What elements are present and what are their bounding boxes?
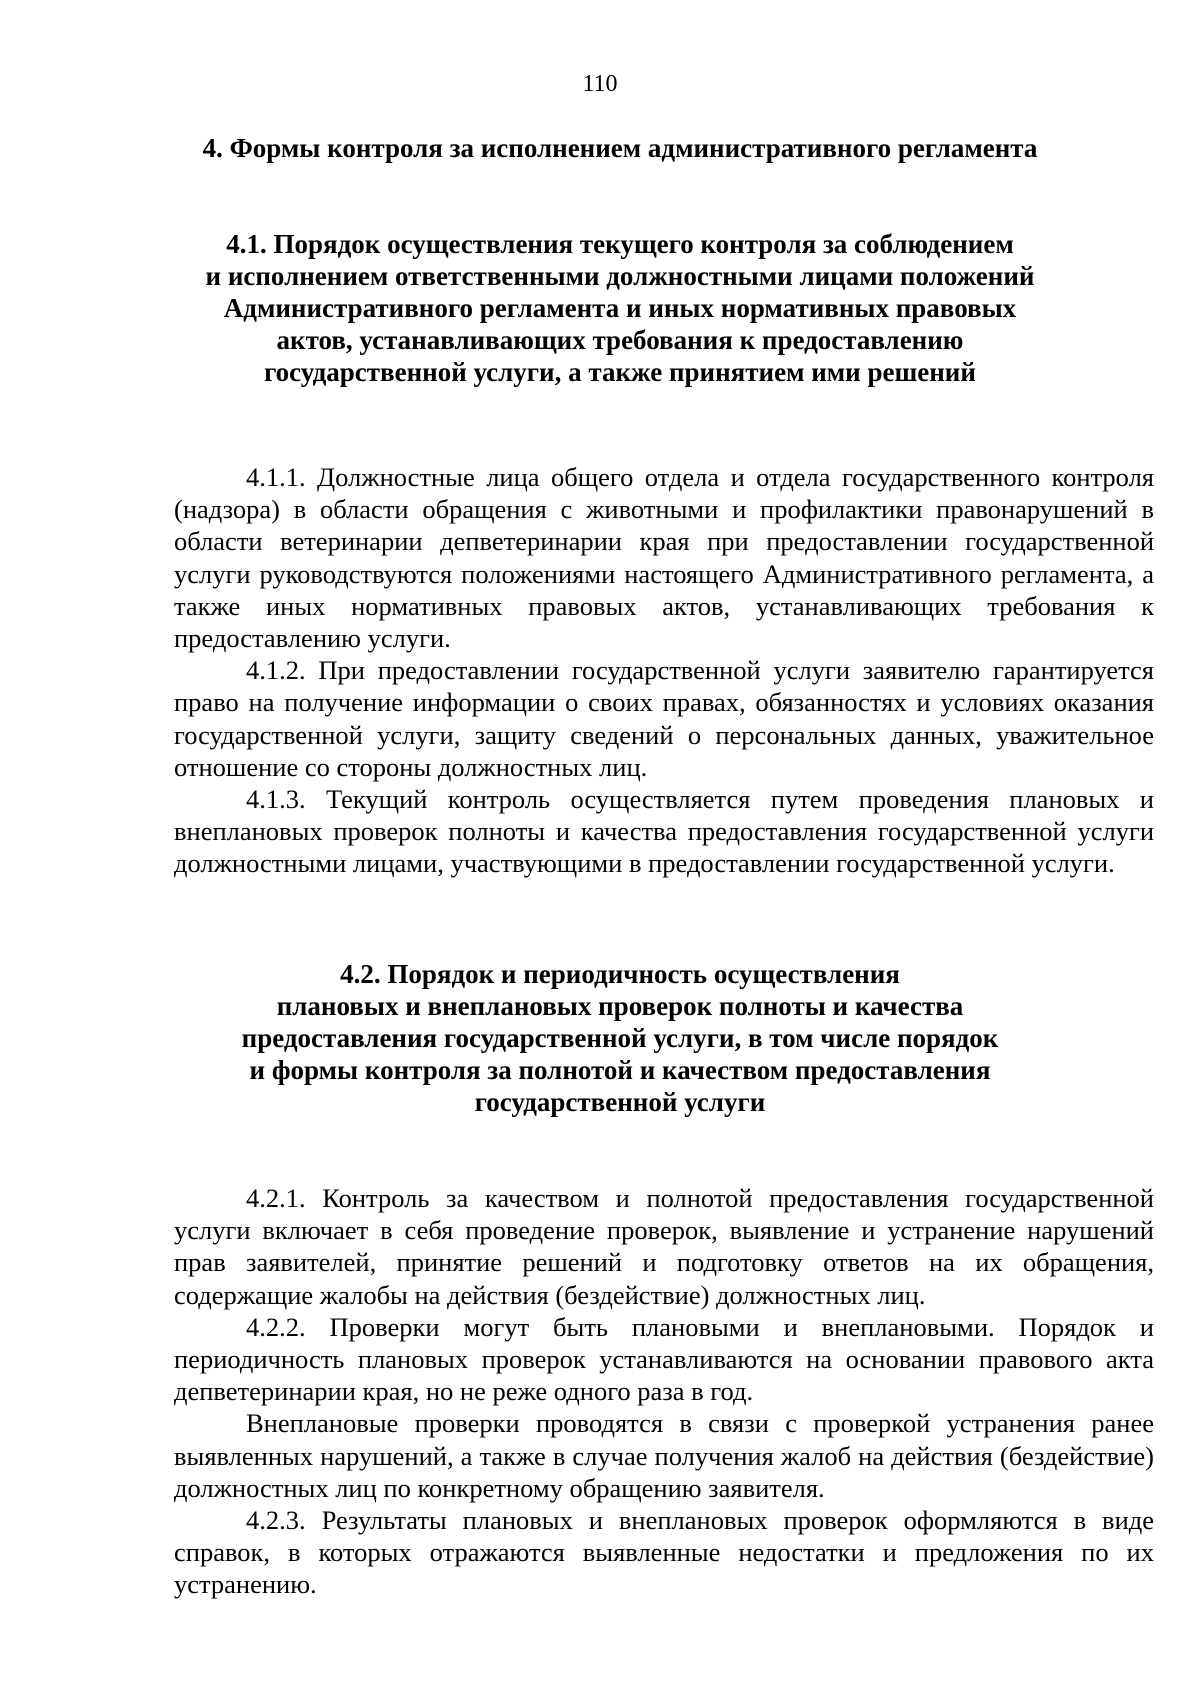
section-heading-4-1 — [170, 228, 1070, 388]
section-heading-line: государственной услуги, а также принятием ими решений — [264, 357, 976, 387]
section-heading-line: 4.2. Порядок и периодичность осуществления — [340, 959, 900, 989]
section-heading-line: предоставления государственной услуги, в том числе порядок — [241, 1023, 999, 1053]
section-body-4-2 — [174, 1182, 1154, 1601]
paragraph-4-2-2: 4.2.2. Проверки могут быть плановыми и внеплановыми. Порядок и периодичность плановых проверок устанавливаются на основании правового акта депветеринарии края, но не реже одного раза в год. — [174, 1311, 1154, 1407]
section-heading-line: и исполнением ответственными должностными лицами положений — [205, 261, 1035, 291]
section-heading-line: актов, устанавливающих требования к предоставлению — [276, 325, 964, 355]
section-heading-line: и формы контроля за полнотой и качеством предоставления — [249, 1055, 991, 1085]
section-heading-4-2 — [170, 958, 1070, 1118]
paragraph-4-2-3: 4.2.3. Результаты плановых и внеплановых проверок оформляются в виде справок, в которых отражаются выявленные недостатки и предложения по их устранению. — [174, 1505, 1154, 1600]
section-body-4-1 — [174, 461, 1154, 880]
section-heading-line: 4.1. Порядок осуществления текущего контроля за соблюдением — [226, 229, 1014, 259]
paragraph-4-2-1: 4.2.1. Контроль за качеством и полнотой предоставления государственной услуги включает в себя проведение проверок, выявление и устранение нарушений прав заявителей, принятие решений и подготовку ответов на их обращения, содержащие жалобы на действия (бездействие) должностных лиц. — [174, 1183, 1154, 1310]
section-heading-line: плановых и внеплановых проверок полноты и качества — [276, 991, 964, 1021]
section-heading-line: государственной услуги — [474, 1087, 766, 1117]
page-number: 110 — [582, 71, 618, 97]
chapter-heading: 4. Формы контроля за исполнением административного регламента — [202, 133, 1038, 163]
paragraph-4-1-2: 4.1.2. При предоставлении государственной услуги заявителю гарантируется право на получение информации о своих правах, обязанностях и условиях оказания государственной услуги, защиту сведений о персональных данных, уважительное отношение со стороны должностных лиц. — [174, 655, 1154, 782]
paragraph-4-1-1: 4.1.1. Должностные лица общего отдела и отдела государственного контроля (надзора) в области обращения с животными и профилактики правонарушений в области ветеринарии депветеринарии края при предоставлении государственной услуги руководствуются положениями настоящего Административного регламента, а также иных нормативных правовых актов, устанавливающих требования к предоставлению услуги. — [174, 462, 1154, 654]
paragraph-unscheduled-checks: Внеплановые проверки проводятся в связи с проверкой устранения ранее выявленных нарушений, а также в случае получения жалоб на действия (бездействие) должностных лиц по конкретному обращению заявителя. — [174, 1408, 1154, 1503]
section-heading-line: Административного регламента и иных нормативных правовых — [223, 293, 1017, 323]
paragraph-4-1-3: 4.1.3. Текущий контроль осуществляется путем проведения плановых и внеплановых проверок полноты и качества предоставления государственной услуги должностными лицами, участвующими в предоставлении государственной услуги. — [174, 784, 1154, 879]
